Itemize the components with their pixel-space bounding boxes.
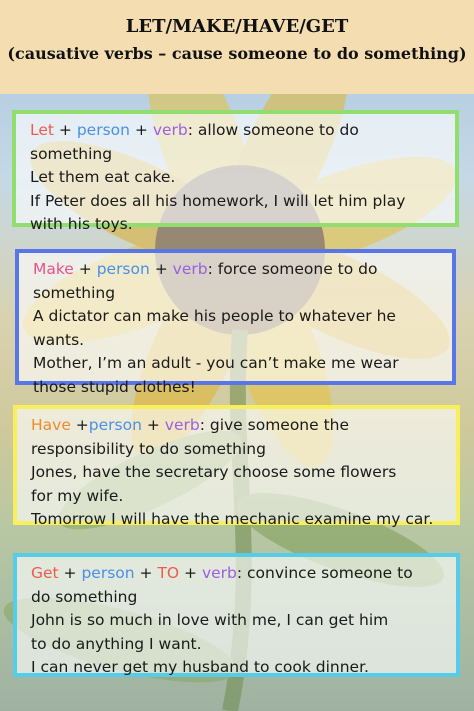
- definition-text: : force someone to do: [207, 260, 378, 278]
- definition-text: : allow someone to do: [187, 121, 359, 139]
- get-card: [13, 553, 460, 677]
- plus-sign: +: [70, 416, 89, 434]
- keyword-person: person: [81, 564, 135, 582]
- keyword-let: Let: [30, 121, 54, 139]
- plus-sign: +: [73, 260, 97, 278]
- have-card: [13, 405, 460, 528]
- keyword-verb: verb: [164, 416, 200, 434]
- keyword-make: Make: [33, 260, 74, 278]
- keyword-verb: verb: [201, 564, 237, 582]
- card-line: with his toys.: [30, 215, 133, 233]
- card-line: John is so much in love with me, I can get him: [31, 611, 389, 629]
- plus-sign: +: [53, 121, 77, 139]
- keyword-person: person: [76, 121, 130, 139]
- keyword-person: person: [88, 416, 142, 434]
- card-line: Mother, I’m an adult - you can’t make me wear: [33, 354, 399, 372]
- card-line: something: [30, 144, 113, 163]
- make-card: [15, 249, 456, 396]
- get-definition: [31, 562, 448, 586]
- definition-text: : give someone the: [199, 416, 350, 434]
- have-definition: [31, 414, 448, 438]
- let-card: [12, 110, 459, 233]
- card-line: those stupid clothes!: [33, 377, 196, 396]
- card-line: something: [33, 283, 116, 302]
- keyword-verb: verb: [152, 121, 188, 139]
- page-subtitle: (causative verbs – cause someone to do something): [7, 44, 467, 63]
- card-line: Let them eat cake.: [30, 168, 176, 186]
- keyword-have: Have: [31, 416, 71, 434]
- card-line: A dictator can make his people to whatever he: [33, 307, 396, 325]
- plus-sign: +: [129, 121, 153, 139]
- card-line: for my wife.: [31, 486, 124, 505]
- plus-sign: +: [134, 564, 158, 582]
- card-line: responsibility to do something: [31, 439, 266, 458]
- plus-sign: +: [58, 564, 82, 582]
- plus-sign: +: [141, 416, 165, 434]
- keyword-person: person: [96, 260, 150, 278]
- card-line: do something: [31, 587, 138, 606]
- keyword-to: TO: [157, 564, 180, 582]
- card-line: Jones, have the secretary choose some flowers: [31, 463, 397, 481]
- plus-sign: +: [149, 260, 173, 278]
- card-line: to do anything I want.: [31, 634, 202, 653]
- card-line: Tomorrow I will have the mechanic examine my car.: [31, 510, 434, 528]
- card-line: I can never get my husband to cook dinner.: [31, 658, 369, 676]
- card-line: wants.: [33, 330, 85, 349]
- page-title: LET/MAKE/HAVE/GET: [125, 16, 349, 37]
- definition-text: : convince someone to: [236, 564, 413, 582]
- let-definition: [30, 119, 447, 143]
- make-definition: [33, 258, 444, 282]
- keyword-verb: verb: [172, 260, 208, 278]
- keyword-get: Get: [31, 564, 59, 582]
- card-line: If Peter does all his homework, I will let him play: [30, 191, 406, 210]
- title-banner: [0, 0, 474, 94]
- plus-sign: +: [179, 564, 202, 582]
